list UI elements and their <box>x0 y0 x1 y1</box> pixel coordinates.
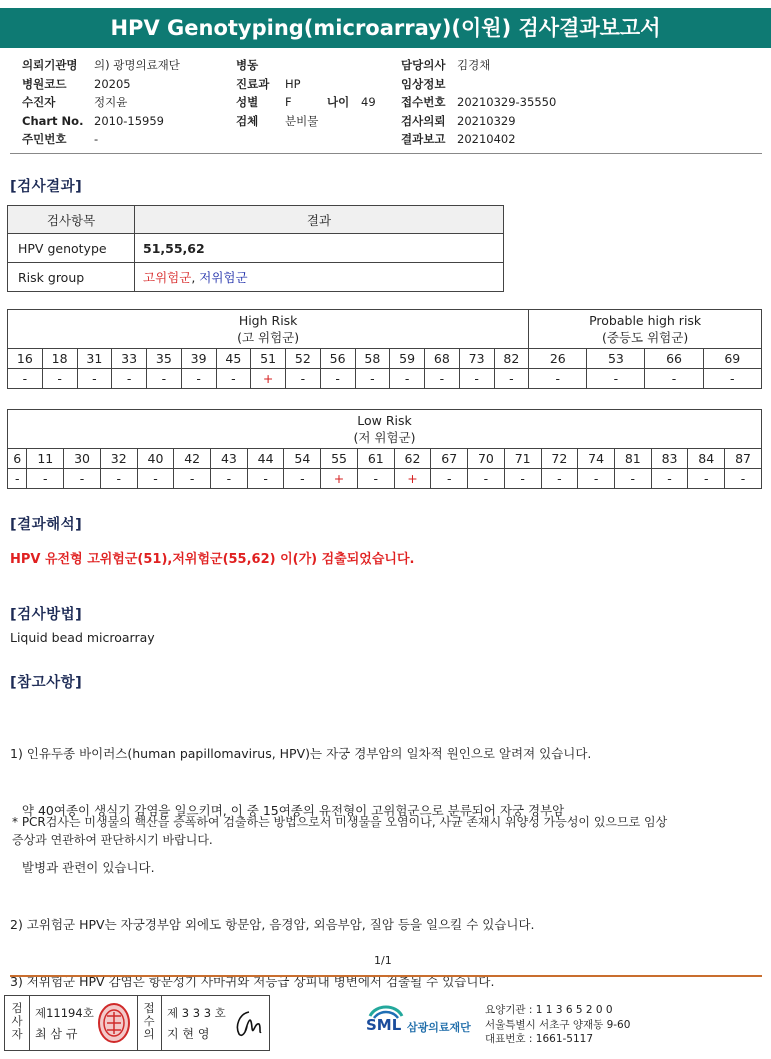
low-risk-result-15: - <box>541 469 578 489</box>
low-risk-result-10: - <box>357 469 394 489</box>
interpretation-section-title: [결과해석] <box>10 517 83 533</box>
low-risk-type-3: 32 <box>100 449 137 469</box>
low-risk-type-16: 74 <box>578 449 615 469</box>
high-risk-result-12: - <box>425 369 460 389</box>
high-risk-result-1: - <box>42 369 77 389</box>
header-col-2 <box>236 56 376 130</box>
high-risk-result-16: - <box>587 369 645 389</box>
reviewer-col <box>161 996 268 1050</box>
high-risk-type-14: 82 <box>494 349 529 369</box>
high-risk-header: High Risk (고 위험군) <box>8 310 529 349</box>
reviewer-label: 접 수 의 <box>143 1001 155 1041</box>
org-phone: 대표번호 : 1661-5117 <box>485 1033 594 1045</box>
high-risk-type-13: 73 <box>459 349 494 369</box>
high-risk-result-18: - <box>703 369 761 389</box>
low-risk-result-19: - <box>688 469 725 489</box>
high-risk-result-3: - <box>112 369 147 389</box>
low-risk-type-7: 44 <box>247 449 284 469</box>
high-risk-type-17: 66 <box>645 349 703 369</box>
header-row-receipt-no: 접수번호 20210329-35550 <box>401 95 557 109</box>
method-section-title: [검사방법] <box>10 607 83 623</box>
result-section-title: [검사결과] <box>10 179 83 195</box>
high-risk-result-14: - <box>494 369 529 389</box>
header-col-3 <box>401 56 556 149</box>
page-number: 1/1 <box>374 954 392 967</box>
header-row-sex-age: 성별 F 나이 49 <box>236 95 376 109</box>
high-risk-type-15: 26 <box>529 349 587 369</box>
inspector-name: 최 삼 규 <box>35 1027 78 1041</box>
low-risk-type-17: 81 <box>614 449 651 469</box>
report-title: HPV Genotyping(microarray)(이원) 검사결과보고서 <box>0 8 771 48</box>
result-row-genotype-label: HPV genotype <box>8 234 135 263</box>
low-risk-result-5: - <box>174 469 211 489</box>
org-name: 삼광의료재단 <box>407 1021 471 1034</box>
low-risk-types-row <box>8 449 762 469</box>
high-risk-result-9: - <box>320 369 355 389</box>
low-risk-type-10: 61 <box>357 449 394 469</box>
header-row-chart-no: Chart No. 2010-15959 <box>22 113 164 128</box>
high-risk-type-11: 59 <box>390 349 425 369</box>
high-risk-type-10: 58 <box>355 349 390 369</box>
low-risk-type-5: 42 <box>174 449 211 469</box>
low-risk-type-14: 71 <box>504 449 541 469</box>
reviewer-name: 지 현 영 <box>167 1027 210 1041</box>
method-text: Liquid bead microarray <box>10 630 155 645</box>
low-risk-result-16: - <box>578 469 615 489</box>
low-risk-type-18: 83 <box>651 449 688 469</box>
high-risk-result-4: - <box>147 369 182 389</box>
high-risk-result-0: - <box>8 369 43 389</box>
low-risk-result-20: - <box>725 469 762 489</box>
org-address: 서울특별시 서초구 양재동 9-60 <box>485 1018 631 1031</box>
header-row-specimen: 검체 분비물 <box>236 113 319 128</box>
inspector-label-col <box>5 996 30 1050</box>
low-risk-type-15: 72 <box>541 449 578 469</box>
probable-high-risk-header: Probable high risk (중등도 위험군) <box>529 310 762 349</box>
signature-box <box>4 995 270 1051</box>
high-risk-type-2: 31 <box>77 349 112 369</box>
note-1-cont: 약 40여종이 생식기 감염을 일으키며, 이 중 15여종의 유전형이 고위험군으로 분류되어 자궁 경부암 <box>10 803 565 818</box>
low-risk-type-13: 70 <box>468 449 505 469</box>
footnote <box>12 813 667 849</box>
low-risk-type-8: 54 <box>284 449 321 469</box>
low-risk-type-11: 62 <box>394 449 431 469</box>
high-risk-result-6: - <box>216 369 251 389</box>
high-risk-type-0: 16 <box>8 349 43 369</box>
high-risk-type-12: 68 <box>425 349 460 369</box>
footnote-line-2: 증상과 연관하여 판단하시기 바랍니다. <box>12 833 213 847</box>
low-risk-result-4: - <box>137 469 174 489</box>
high-risk-types-row <box>8 349 762 369</box>
risk-high-text: 고위험군 <box>143 270 192 285</box>
header-row-ward: 병동 <box>236 58 259 72</box>
note-1: 1) 인유두종 바이러스(human papillomavirus, HPV)는 자궁 경부암의 일차적 원인으로 알려져 있습니다. <box>10 746 592 761</box>
low-risk-result-0: - <box>8 469 27 489</box>
high-risk-type-9: 56 <box>320 349 355 369</box>
low-risk-type-1: 11 <box>27 449 64 469</box>
high-risk-type-5: 39 <box>181 349 216 369</box>
low-risk-result-3: - <box>100 469 137 489</box>
high-risk-result-8: - <box>286 369 321 389</box>
notes-list <box>10 706 591 1010</box>
high-risk-type-16: 53 <box>587 349 645 369</box>
reviewer-license: 제 3 3 3 호 <box>167 1006 226 1020</box>
seal-stamp-icon <box>97 1002 131 1044</box>
header-row-request-date: 검사의뢰 20210329 <box>401 113 516 128</box>
high-risk-type-6: 45 <box>216 349 251 369</box>
header-divider <box>10 153 762 154</box>
note-2: 2) 고위험군 HPV는 자궁경부암 외에도 항문암, 음경암, 외음부암, 질암 등을 일으킬 수 있습니다. <box>10 917 535 932</box>
footnote-line-1: * PCR검사는 미생물의 핵산을 증폭하여 검출하는 방법으로서 미생물을 오염이나, 사균 존재시 위양성 가능성이 있으므로 임상 <box>12 815 668 829</box>
inspector-col <box>29 996 138 1050</box>
low-risk-result-9: + <box>321 469 358 489</box>
low-risk-results-row <box>8 469 762 489</box>
result-row-risk-label: Risk group <box>8 263 135 292</box>
result-col-item: 검사항목 <box>8 206 135 234</box>
low-risk-type-0: 6 <box>8 449 27 469</box>
high-risk-result-5: - <box>181 369 216 389</box>
high-risk-result-10: - <box>355 369 390 389</box>
low-risk-result-6: - <box>211 469 248 489</box>
header-row-resident-no: 주민번호 - <box>22 132 99 146</box>
low-risk-type-4: 40 <box>137 449 174 469</box>
low-risk-type-19: 84 <box>688 449 725 469</box>
low-risk-type-2: 30 <box>64 449 101 469</box>
low-risk-result-12: - <box>431 469 468 489</box>
header-row-report-date: 결과보고 20210402 <box>401 132 516 146</box>
low-risk-result-1: - <box>27 469 64 489</box>
inspector-license: 제11194호 <box>35 1006 94 1020</box>
low-risk-result-7: - <box>247 469 284 489</box>
result-row-genotype-value: 51,55,62 <box>135 234 504 263</box>
high-risk-type-1: 18 <box>42 349 77 369</box>
high-risk-type-18: 69 <box>703 349 761 369</box>
org-code: 요양기관 : 1 1 3 6 5 2 0 0 <box>485 1004 613 1016</box>
header-row-doctor: 담당의사 김경채 <box>401 58 491 72</box>
high-risk-table <box>7 309 762 389</box>
org-info <box>485 1003 630 1047</box>
note-3: 3) 저위험군 HPV 감염은 항문성기 사마귀와 저등급 상피내 병변에서 검출될 수 있습니다. <box>10 974 495 989</box>
low-risk-table <box>7 409 762 489</box>
note-1-cont2: 발병과 관련이 있습니다. <box>10 860 155 875</box>
high-risk-results-row <box>8 369 762 389</box>
low-risk-result-18: - <box>651 469 688 489</box>
low-risk-result-11: + <box>394 469 431 489</box>
low-risk-result-17: - <box>614 469 651 489</box>
low-risk-type-6: 43 <box>211 449 248 469</box>
high-risk-type-3: 33 <box>112 349 147 369</box>
high-risk-result-13: - <box>459 369 494 389</box>
header-row-dept: 진료과 HP <box>236 76 301 91</box>
low-risk-header: Low Risk (저 위험군) <box>8 410 762 449</box>
high-risk-result-17: - <box>645 369 703 389</box>
low-risk-type-12: 67 <box>431 449 468 469</box>
high-risk-type-7: 51 <box>251 349 286 369</box>
high-risk-type-4: 35 <box>147 349 182 369</box>
header-row-hospital-code: 병원코드 20205 <box>22 76 131 91</box>
header-col-1 <box>22 56 180 149</box>
low-risk-result-14: - <box>504 469 541 489</box>
reviewer-label-col <box>137 996 162 1050</box>
header-row-institution: 의뢰기관명 의) 광명의료재단 <box>22 58 180 72</box>
header-row-clinical: 임상정보 <box>401 76 446 91</box>
signature-icon <box>231 1006 263 1040</box>
notes-section-title: [참고사항] <box>10 675 83 691</box>
result-table <box>7 205 504 292</box>
inspector-label: 검 사 자 <box>11 1001 23 1041</box>
footer-divider <box>10 975 762 977</box>
risk-low-text: 저위험군 <box>199 270 248 285</box>
interpretation-text: HPV 유전형 고위험군(51),저위험군(55,62) 이(가) 검출되었습니다. <box>10 552 415 567</box>
high-risk-result-11: - <box>390 369 425 389</box>
high-risk-result-7: + <box>251 369 286 389</box>
result-row-risk-value <box>135 263 504 292</box>
low-risk-type-20: 87 <box>725 449 762 469</box>
high-risk-result-15: - <box>529 369 587 389</box>
high-risk-result-2: - <box>77 369 112 389</box>
result-col-result: 결과 <box>135 206 504 234</box>
low-risk-result-13: - <box>468 469 505 489</box>
high-risk-type-8: 52 <box>286 349 321 369</box>
low-risk-type-9: 55 <box>321 449 358 469</box>
logo-text: SML <box>366 1016 402 1034</box>
low-risk-result-2: - <box>64 469 101 489</box>
low-risk-result-8: - <box>284 469 321 489</box>
header-row-patient: 수진자 정지윤 <box>22 95 128 109</box>
risk-separator: , <box>191 270 200 285</box>
